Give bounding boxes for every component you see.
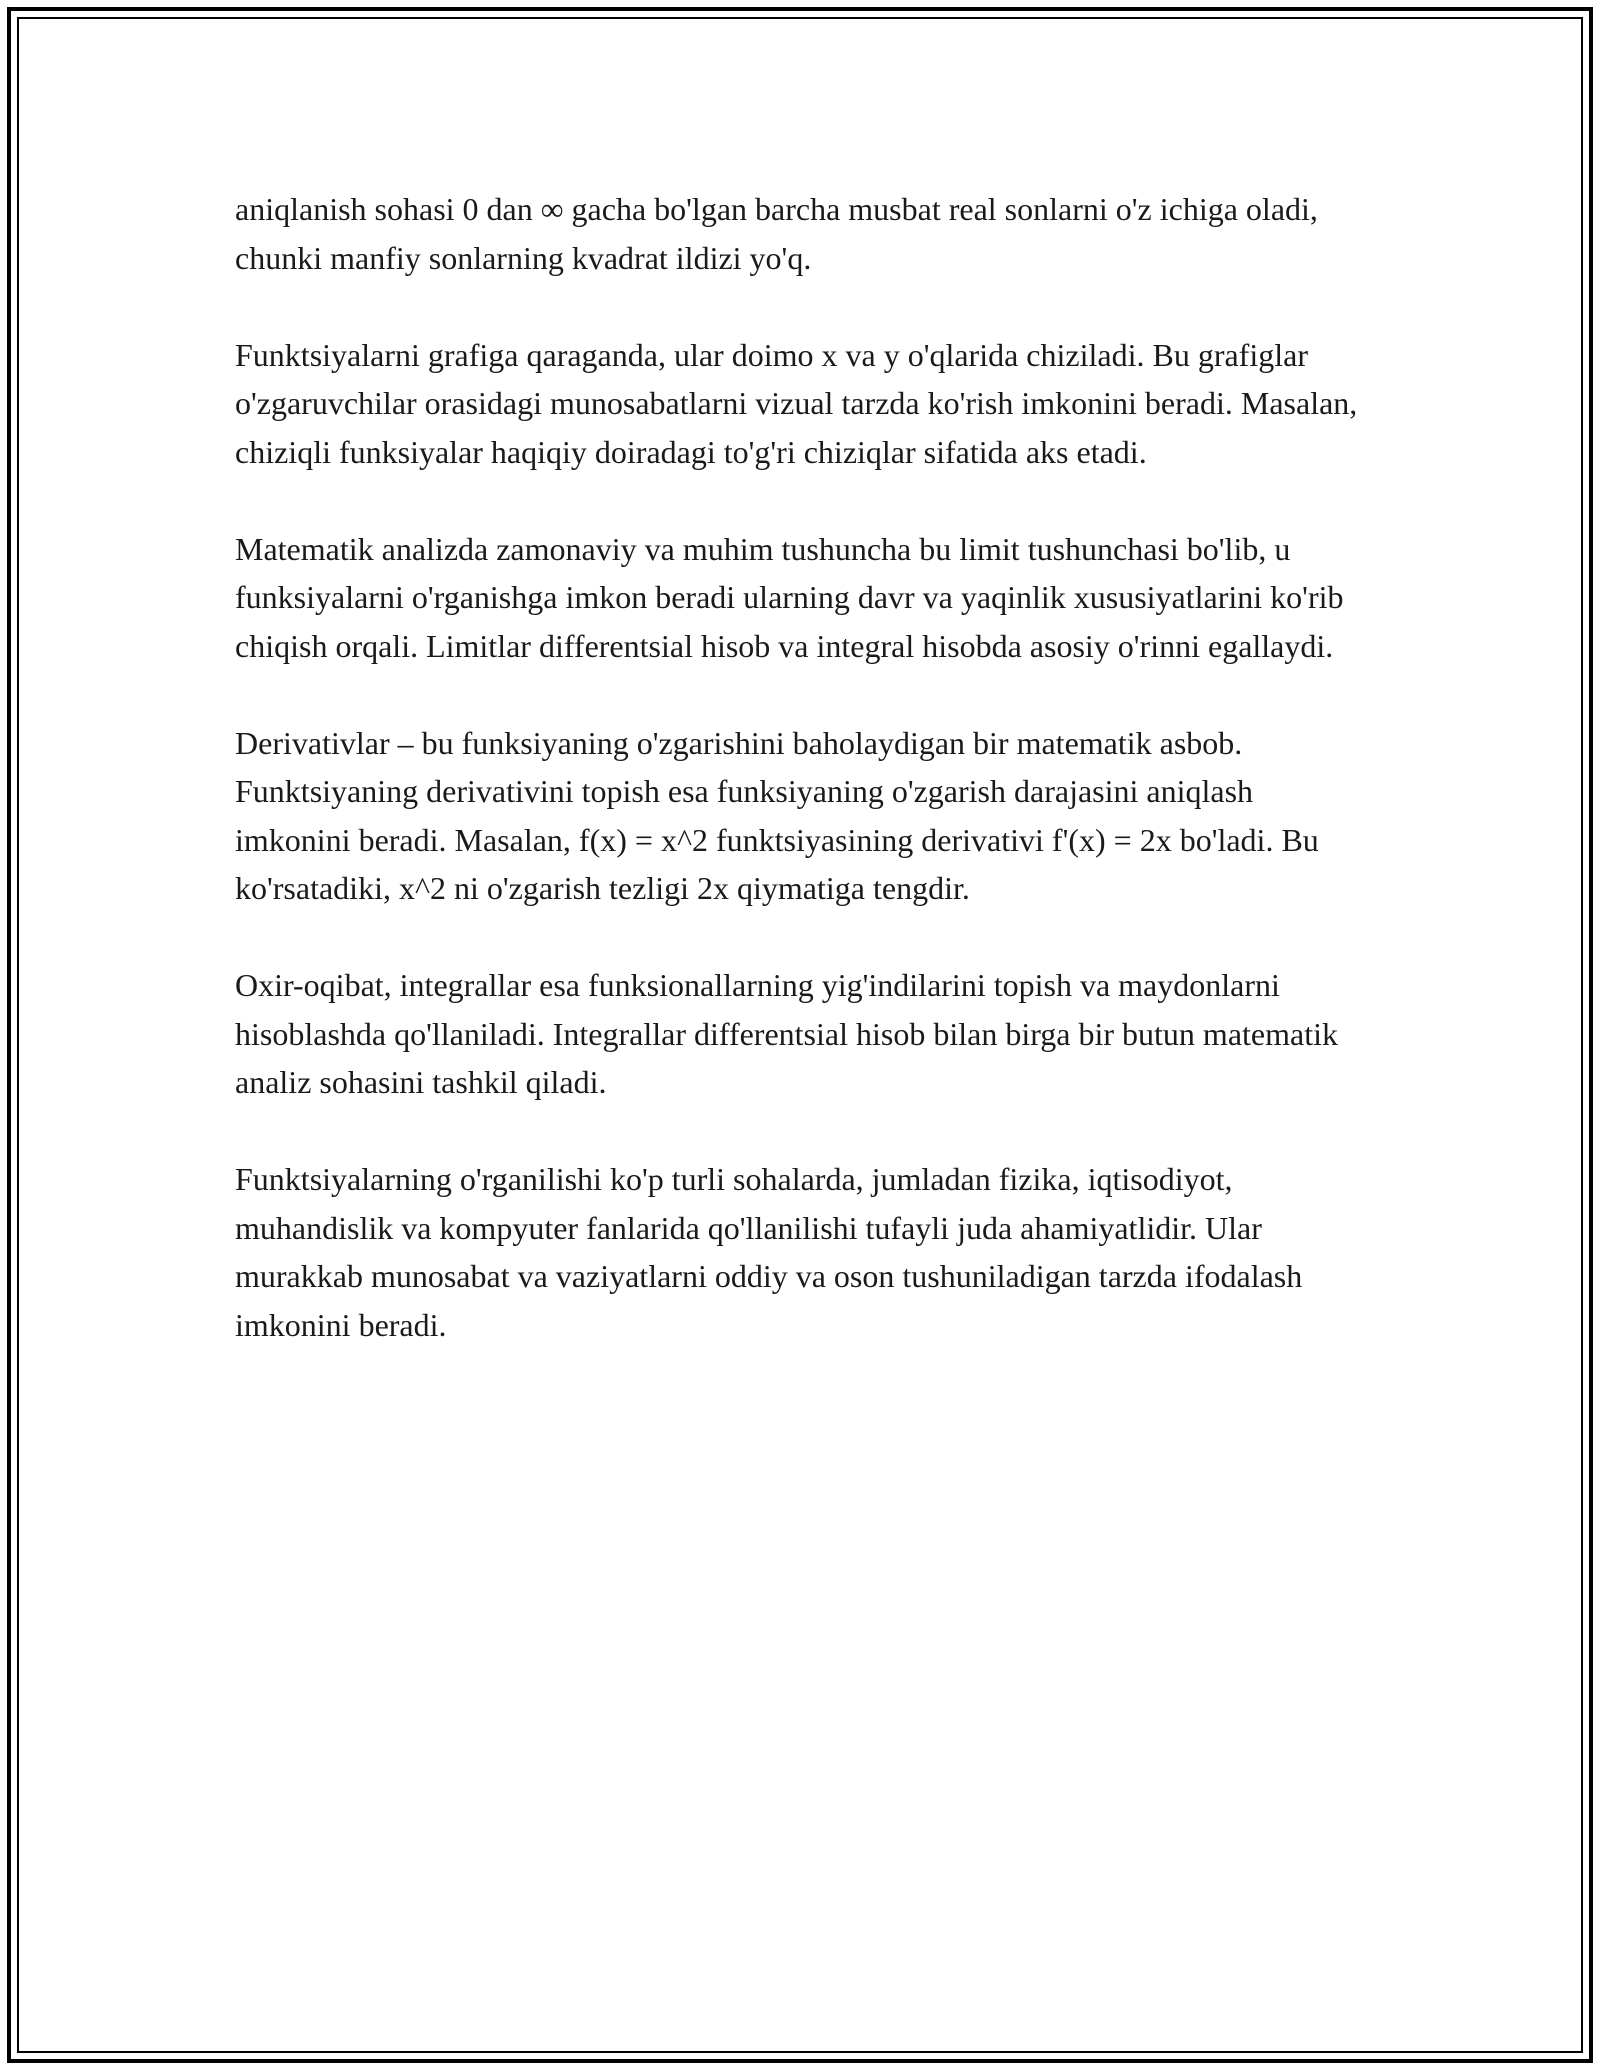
paragraph-integrals: Oxir-oqibat, integrallar esa funksionallarning yig'indilarini topish va maydonlarni hisoblashda qo'llaniladi. Integrallar differentsial hisob bilan birga bir butun matematik analiz sohasini tashkil qiladi. [235, 967, 1338, 1100]
paragraph-limits: Matematik analizda zamonaviy va muhim tushuncha bu limit tushunchasi bo'lib, u funksiyalarni o'rganishga imkon beradi ularning davr va yaqinlik xususiyatlarini ko'rib chiqish orqali. Limitlar differentsial hisob va integral hisobda asosiy o'rinni egallaydi. [235, 530, 1344, 664]
paragraph-graphs: Funktsiyalarni grafiga qaraganda, ular doimo x va y o'qlarida chiziladi. Bu grafiglar o'zgaruvchilar orasidagi munosabatlarni vizual tarzda ko'rish imkonini beradi. Masalan, chiziqli funksiyalar haqiqiy doiradagi to'g'ri chiziqlar sifatida aks etadi. [235, 336, 1358, 470]
paragraph-domain: aniqlanish sohasi 0 dan ∞ gacha bo'lgan barcha musbat real sonlarni o'z ichiga oladi, chunki manfiy sonlarning kvadrat ildizi yo'q. [235, 191, 1318, 276]
paragraph-applications: Funktsiyalarning o'rganilishi ko'p turli sohalarda, jumladan fizika, iqtisodiyot, muhandislik va kompyuter fanlarida qo'llanilishi tufayli juda ahamiyatlidir. Ular murakkab munosabat va vaziyatlarni oddiy va oson tushuniladigan tarzda ifodalash imkonini beradi. [235, 1161, 1303, 1343]
paragraph-derivatives: Derivativlar – bu funksiyaning o'zgarishini baholaydigan bir matematik asbob. Funktsiyaning derivativini topish esa funksiyaning o'zgarish darajasini aniqlash imkonini beradi. Masalan, f(x) = x^2 funktsiyasining derivativi f'(x) = 2x bo'ladi. Bu ko'rsatadiki, x^2 ni o'zgarish tezligi 2x qiymatiga tengdir. [235, 724, 1319, 906]
document-body [235, 185, 1365, 1398]
